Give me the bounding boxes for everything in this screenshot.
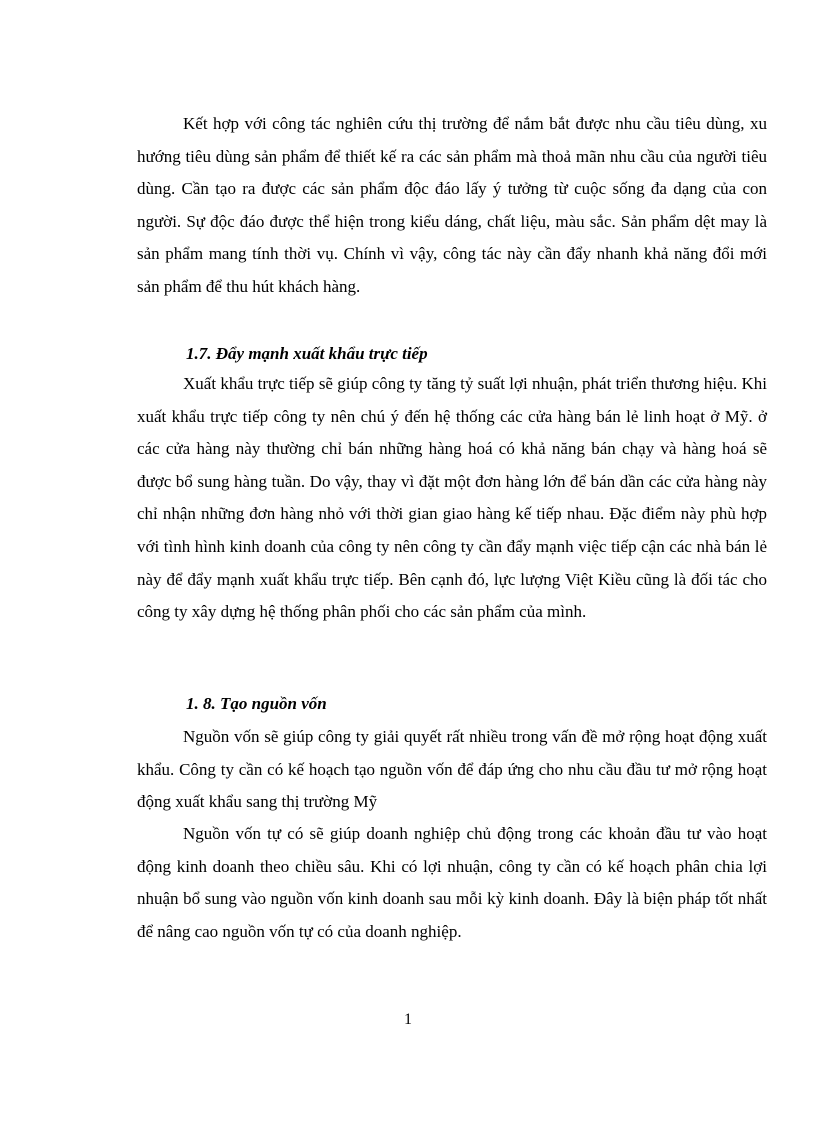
paragraph-direct-export-text: Xuất khẩu trực tiếp sẽ giúp công ty tăng tỷ suất lợi nhuận, phát triển thương hiệu. Khi xuất khẩu trực tiếp công ty nên chú ý đến hệ thống các cửa hàng bán lẻ linh hoạt ở Mỹ. ở các cửa hàng này thường chỉ bán những hàng hoá có khả năng bán chạy và hàng hoá sẽ được bổ sung hàng tuần. Do vậy, thay vì đặt một đơn hàng lớn để bán dần các cửa hàng này chỉ nhận những đơn hàng nhỏ với thời gian giao hàng kế tiếp nhau. Đặc điểm này phù hợp với tình hình kinh doanh của công ty nên công ty cần đẩy mạnh việc tiếp cận các nhà bán lẻ này để đẩy mạnh xuất khẩu trực tiếp. Bên cạnh đó, lực lượng Việt Kiều cũng là đối tác cho công ty xây dựng hệ thống phân phối cho các sản phẩm của mình.	[137, 374, 767, 622]
paragraph-product-design-text: Kết hợp với công tác nghiên cứu thị trường để nắm bắt được nhu cầu tiêu dùng, xu hướng tiêu dùng sản phẩm để thiết kế ra các sản phẩm mà thoả mãn nhu cầu của người tiêu dùng. Cần tạo ra được các sản phẩm độc đáo lấy ý tưởng từ cuộc sống đa dạng của con người. Sự độc đáo được thể hiện trong kiểu dáng, chất liệu, màu sắc. Sản phẩm dệt may là sản phẩm mang tính thời vụ. Chính vì vậy, công tác này cần đẩy nhanh khả năng đổi mới sản phẩm để thu hút khách hàng.	[137, 114, 767, 296]
paragraph-capital-text: Nguồn vốn sẽ giúp công ty giải quyết rất nhiều trong vấn đề mở rộng hoạt động xuất khẩu. Công ty cần có kế hoạch tạo nguồn vốn để đáp ứng cho nhu cầu đầu tư mở rộng hoạt động xuất khẩu sang thị trường Mỹ	[137, 727, 767, 812]
page-number: 1	[404, 1011, 412, 1028]
paragraph-direct-export	[137, 368, 767, 629]
paragraph-own-capital	[137, 818, 767, 948]
paragraph-capital	[137, 721, 767, 819]
section-heading-direct-export: 1.7. Đẩy mạnh xuất khẩu trực tiếp	[186, 344, 428, 363]
paragraph-product-design	[137, 108, 767, 304]
paragraph-own-capital-text: Nguồn vốn tự có sẽ giúp doanh nghiệp chủ động trong các khoản đầu tư vào hoạt động kinh doanh theo chiều sâu. Khi có lợi nhuận, công ty cần có kế hoạch phân chia lợi nhuận bổ sung vào nguồn vốn kinh doanh sau mỗi kỳ kinh doanh. Đây là biện pháp tốt nhất để nâng cao nguồn vốn tự có của doanh nghiệp.	[137, 824, 767, 941]
section-heading-capital: 1. 8. Tạo nguồn vốn	[186, 694, 327, 713]
